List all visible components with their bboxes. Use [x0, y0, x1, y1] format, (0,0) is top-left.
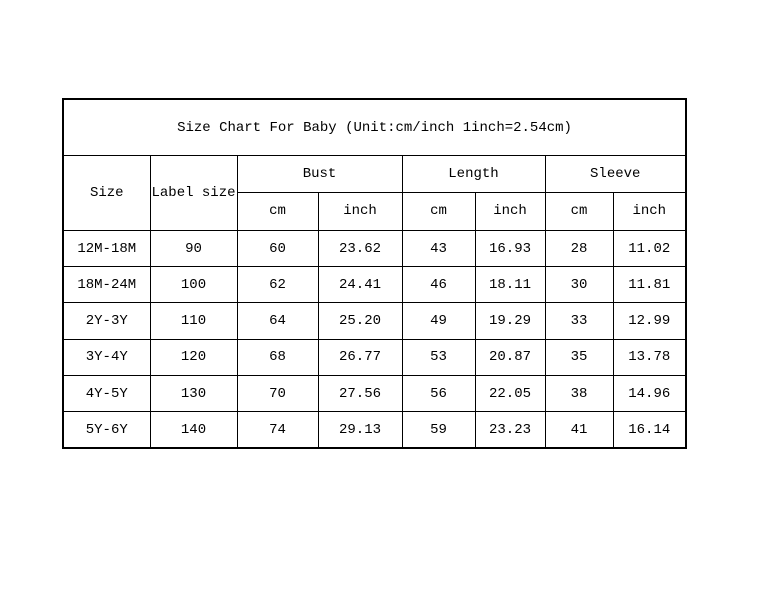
sleeve-cm-value: 41 [545, 412, 613, 448]
bust-cm-value: 60 [237, 230, 318, 266]
header-sleeve-inch: inch [613, 192, 686, 230]
label-size-value: 140 [150, 412, 237, 448]
length-cm-value: 46 [402, 267, 475, 303]
bust-inch-value: 24.41 [318, 267, 402, 303]
header-length: Length [402, 156, 545, 192]
bust-inch-value: 26.77 [318, 339, 402, 375]
header-bust: Bust [237, 156, 402, 192]
length-cm-value: 59 [402, 412, 475, 448]
table-row [63, 375, 686, 411]
header-length-cm: cm [402, 192, 475, 230]
length-inch-value: 23.23 [475, 412, 545, 448]
bust-inch-value: 27.56 [318, 375, 402, 411]
bust-inch-value: 23.62 [318, 230, 402, 266]
length-inch-value: 20.87 [475, 339, 545, 375]
chart-title: Size Chart For Baby (Unit:cm/inch 1inch=2.54cm) [63, 99, 686, 156]
sleeve-inch-value: 14.96 [613, 375, 686, 411]
sleeve-inch-value: 16.14 [613, 412, 686, 448]
table-row [63, 303, 686, 339]
length-inch-value: 16.93 [475, 230, 545, 266]
size-value: 5Y-6Y [63, 412, 150, 448]
header-sleeve-cm: cm [545, 192, 613, 230]
bust-cm-value: 70 [237, 375, 318, 411]
header-bust-inch: inch [318, 192, 402, 230]
table-row [63, 230, 686, 266]
sleeve-inch-value: 11.81 [613, 267, 686, 303]
length-cm-value: 56 [402, 375, 475, 411]
header-length-inch: inch [475, 192, 545, 230]
length-inch-value: 18.11 [475, 267, 545, 303]
length-inch-value: 19.29 [475, 303, 545, 339]
sleeve-cm-value: 35 [545, 339, 613, 375]
sleeve-cm-value: 28 [545, 230, 613, 266]
bust-cm-value: 68 [237, 339, 318, 375]
bust-inch-value: 25.20 [318, 303, 402, 339]
size-value: 2Y-3Y [63, 303, 150, 339]
size-value: 4Y-5Y [63, 375, 150, 411]
sleeve-cm-value: 30 [545, 267, 613, 303]
header-size: Size [63, 156, 150, 231]
label-size-value: 130 [150, 375, 237, 411]
size-chart-table [62, 98, 687, 449]
sleeve-inch-value: 12.99 [613, 303, 686, 339]
label-size-value: 90 [150, 230, 237, 266]
size-value: 12M-18M [63, 230, 150, 266]
length-cm-value: 53 [402, 339, 475, 375]
length-cm-value: 43 [402, 230, 475, 266]
table-row [63, 339, 686, 375]
label-size-value: 100 [150, 267, 237, 303]
header-bust-cm: cm [237, 192, 318, 230]
sleeve-cm-value: 38 [545, 375, 613, 411]
bust-inch-value: 29.13 [318, 412, 402, 448]
sleeve-inch-value: 11.02 [613, 230, 686, 266]
header-label-size: Label size [150, 156, 237, 231]
length-inch-value: 22.05 [475, 375, 545, 411]
size-value: 3Y-4Y [63, 339, 150, 375]
table-row [63, 412, 686, 448]
header-sleeve: Sleeve [545, 156, 686, 192]
bust-cm-value: 74 [237, 412, 318, 448]
bust-cm-value: 62 [237, 267, 318, 303]
length-cm-value: 49 [402, 303, 475, 339]
sleeve-cm-value: 33 [545, 303, 613, 339]
size-value: 18M-24M [63, 267, 150, 303]
bust-cm-value: 64 [237, 303, 318, 339]
label-size-value: 120 [150, 339, 237, 375]
label-size-value: 110 [150, 303, 237, 339]
sleeve-inch-value: 13.78 [613, 339, 686, 375]
table-row [63, 267, 686, 303]
